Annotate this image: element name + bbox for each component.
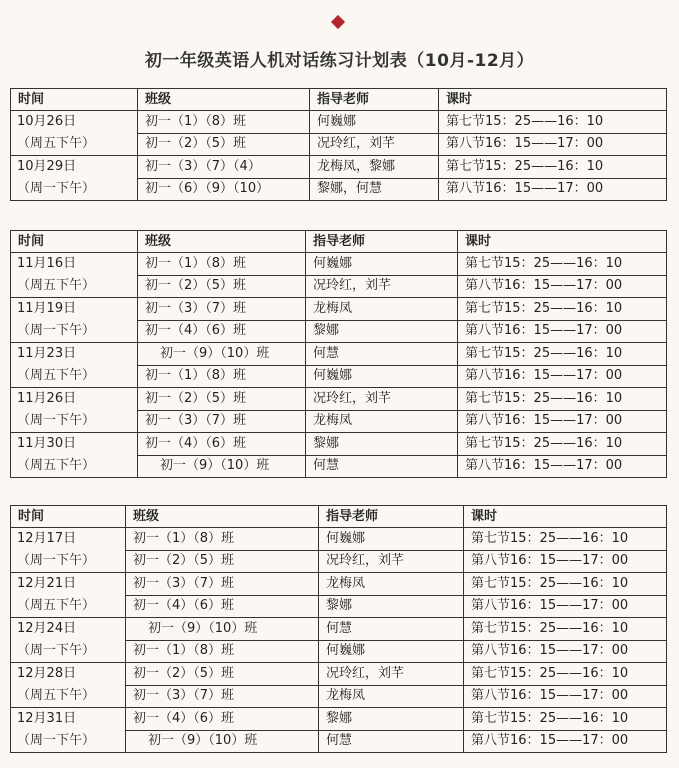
schedule-table-november bbox=[10, 230, 667, 478]
weekday-label: （周五下午） bbox=[17, 458, 96, 473]
class-cell: 初一（1）（8）班 bbox=[138, 111, 310, 134]
class-cell: 初一（3）（7）（4） bbox=[138, 156, 310, 179]
class-cell: 初一（3）（7）班 bbox=[138, 410, 306, 433]
time-cell bbox=[11, 111, 138, 156]
teacher-cell: 何巍娜 bbox=[306, 253, 458, 276]
class-cell: 初一（4）（6）班 bbox=[138, 320, 306, 343]
teacher-cell: 况玲红，刘芊 bbox=[319, 550, 464, 573]
table-header-row bbox=[11, 231, 667, 253]
teacher-cell: 何慧 bbox=[306, 455, 458, 478]
teacher-cell: 况玲红，刘芊 bbox=[306, 388, 458, 411]
teacher-cell: 黎娜 bbox=[306, 320, 458, 343]
table-header-row bbox=[11, 506, 667, 528]
class-cell: 初一（9）（10）班 bbox=[138, 455, 306, 478]
period-cell: 第七节15：25——16：10 bbox=[458, 343, 667, 366]
weekday-label: （周一下午） bbox=[17, 323, 96, 338]
class-cell: 初一（4）（6）班 bbox=[126, 708, 319, 731]
teacher-cell: 况玲红，刘芊 bbox=[319, 663, 464, 686]
period-cell: 第七节15：25——16：10 bbox=[439, 156, 667, 179]
period-cell: 第八节16：15——17：00 bbox=[458, 320, 667, 343]
teacher-cell: 何巍娜 bbox=[310, 111, 439, 134]
class-cell: 初一（3）（7）班 bbox=[126, 573, 319, 596]
period-cell: 第七节15：25——16：10 bbox=[458, 388, 667, 411]
period-cell: 第七节15：25——16：10 bbox=[464, 618, 667, 641]
period-cell: 第八节16：15——17：00 bbox=[464, 640, 667, 663]
date-label: 12月21日 bbox=[17, 576, 77, 591]
date-label: 11月19日 bbox=[17, 301, 77, 316]
table-row bbox=[11, 528, 667, 551]
period-cell: 第八节16：15——17：00 bbox=[439, 133, 667, 156]
period-cell: 第八节16：15——17：00 bbox=[458, 410, 667, 433]
class-cell: 初一（2）（5）班 bbox=[126, 550, 319, 573]
teacher-cell: 龙梅凤 bbox=[319, 573, 464, 596]
time-cell bbox=[11, 253, 138, 298]
time-cell bbox=[11, 663, 126, 708]
class-cell: 初一（2）（5）班 bbox=[138, 275, 306, 298]
teacher-cell: 黎娜 bbox=[319, 708, 464, 731]
header-period: 课时 bbox=[458, 231, 667, 253]
teacher-cell: 黎娜，何慧 bbox=[310, 178, 439, 201]
teacher-cell: 黎娜 bbox=[319, 595, 464, 618]
class-cell: 初一（4）（6）班 bbox=[126, 595, 319, 618]
date-label: 12月28日 bbox=[17, 666, 77, 681]
header-teacher: 指导老师 bbox=[306, 231, 458, 253]
period-cell: 第八节16：15——17：00 bbox=[458, 365, 667, 388]
class-cell: 初一（2）（5）班 bbox=[138, 388, 306, 411]
schedule-table-december bbox=[10, 505, 667, 753]
period-cell: 第七节15：25——16：10 bbox=[458, 433, 667, 456]
time-cell bbox=[11, 618, 126, 663]
time-cell bbox=[11, 156, 138, 201]
class-cell: 初一（1）（8）班 bbox=[126, 528, 319, 551]
table-row bbox=[11, 298, 667, 321]
class-cell: 初一（1）（8）班 bbox=[138, 365, 306, 388]
header-class: 班级 bbox=[138, 231, 306, 253]
table-row bbox=[11, 111, 667, 134]
weekday-label: （周五下午） bbox=[17, 688, 96, 703]
class-cell: 初一（3）（7）班 bbox=[138, 298, 306, 321]
period-cell: 第八节16：15——17：00 bbox=[464, 685, 667, 708]
decorative-diamond-icon bbox=[331, 15, 345, 29]
time-cell bbox=[11, 343, 138, 388]
header-class: 班级 bbox=[138, 89, 310, 111]
date-label: 11月16日 bbox=[17, 256, 77, 271]
period-cell: 第七节15：25——16：10 bbox=[464, 708, 667, 731]
weekday-label: （周一下午） bbox=[17, 643, 96, 658]
table-row bbox=[11, 573, 667, 596]
table-row bbox=[11, 618, 667, 641]
table-row bbox=[11, 708, 667, 731]
weekday-label: （周五下午） bbox=[17, 598, 96, 613]
date-label: 11月30日 bbox=[17, 436, 77, 451]
class-cell: 初一（1）（8）班 bbox=[138, 253, 306, 276]
class-cell: 初一（2）（5）班 bbox=[138, 133, 310, 156]
date-label: 10月29日 bbox=[17, 159, 77, 174]
class-cell: 初一（9）（10）班 bbox=[126, 618, 319, 641]
teacher-cell: 何慧 bbox=[319, 618, 464, 641]
time-cell bbox=[11, 433, 138, 478]
teacher-cell: 何慧 bbox=[306, 343, 458, 366]
table-row bbox=[11, 433, 667, 456]
time-cell bbox=[11, 573, 126, 618]
teacher-cell: 何巍娜 bbox=[319, 528, 464, 551]
teacher-cell: 何慧 bbox=[319, 730, 464, 753]
period-cell: 第七节15：25——16：10 bbox=[458, 298, 667, 321]
time-cell bbox=[11, 708, 126, 753]
date-label: 12月17日 bbox=[17, 531, 77, 546]
schedule-table-october bbox=[10, 88, 667, 201]
teacher-cell: 龙梅凤 bbox=[306, 410, 458, 433]
header-time: 时间 bbox=[11, 231, 138, 253]
class-cell: 初一（3）（7）班 bbox=[126, 685, 319, 708]
class-cell: 初一（9）（10）班 bbox=[138, 343, 306, 366]
period-cell: 第八节16：15——17：00 bbox=[464, 730, 667, 753]
date-label: 11月26日 bbox=[17, 391, 77, 406]
teacher-cell: 况玲红，刘芊 bbox=[306, 275, 458, 298]
weekday-label: （周一下午） bbox=[17, 181, 96, 196]
period-cell: 第七节15：25——16：10 bbox=[439, 111, 667, 134]
class-cell: 初一（2）（5）班 bbox=[126, 663, 319, 686]
header-time: 时间 bbox=[11, 506, 126, 528]
page-title: 初一年级英语人机对话练习计划表（10月-12月） bbox=[144, 51, 535, 71]
date-label: 11月23日 bbox=[17, 346, 77, 361]
class-cell: 初一（4）（6）班 bbox=[138, 433, 306, 456]
date-label: 12月24日 bbox=[17, 621, 77, 636]
table-row bbox=[11, 156, 667, 179]
class-cell: 初一（6）（9）（10） bbox=[138, 178, 310, 201]
period-cell: 第七节15：25——16：10 bbox=[464, 573, 667, 596]
teacher-cell: 龙梅凤 bbox=[319, 685, 464, 708]
header-period: 课时 bbox=[439, 89, 667, 111]
time-cell bbox=[11, 528, 126, 573]
weekday-label: （周一下午） bbox=[17, 413, 96, 428]
teacher-cell: 何巍娜 bbox=[306, 365, 458, 388]
table-header-row bbox=[11, 89, 667, 111]
header-time: 时间 bbox=[11, 89, 138, 111]
time-cell bbox=[11, 388, 138, 433]
table-row bbox=[11, 663, 667, 686]
date-label: 12月31日 bbox=[17, 711, 77, 726]
weekday-label: （周五下午） bbox=[17, 368, 96, 383]
class-cell: 初一（9）（10）班 bbox=[126, 730, 319, 753]
period-cell: 第八节16：15——17：00 bbox=[464, 595, 667, 618]
header-class: 班级 bbox=[126, 506, 319, 528]
period-cell: 第八节16：15——17：00 bbox=[458, 275, 667, 298]
weekday-label: （周五下午） bbox=[17, 278, 96, 293]
header-teacher: 指导老师 bbox=[310, 89, 439, 111]
teacher-cell: 黎娜 bbox=[306, 433, 458, 456]
weekday-label: （周一下午） bbox=[17, 733, 96, 748]
table-row bbox=[11, 343, 667, 366]
period-cell: 第八节16：15——17：00 bbox=[439, 178, 667, 201]
weekday-label: （周一下午） bbox=[17, 553, 96, 568]
weekday-label: （周五下午） bbox=[17, 136, 96, 151]
class-cell: 初一（1）（8）班 bbox=[126, 640, 319, 663]
header-teacher: 指导老师 bbox=[319, 506, 464, 528]
table-row bbox=[11, 388, 667, 411]
time-cell bbox=[11, 298, 138, 343]
teacher-cell: 况玲红，刘芊 bbox=[310, 133, 439, 156]
period-cell: 第七节15：25——16：10 bbox=[464, 663, 667, 686]
teacher-cell: 龙梅凤，黎娜 bbox=[310, 156, 439, 179]
period-cell: 第七节15：25——16：10 bbox=[458, 253, 667, 276]
teacher-cell: 龙梅凤 bbox=[306, 298, 458, 321]
date-label: 10月26日 bbox=[17, 114, 77, 129]
period-cell: 第七节15：25——16：10 bbox=[464, 528, 667, 551]
header-period: 课时 bbox=[464, 506, 667, 528]
period-cell: 第八节16：15——17：00 bbox=[458, 455, 667, 478]
teacher-cell: 何巍娜 bbox=[319, 640, 464, 663]
table-row bbox=[11, 253, 667, 276]
period-cell: 第八节16：15——17：00 bbox=[464, 550, 667, 573]
